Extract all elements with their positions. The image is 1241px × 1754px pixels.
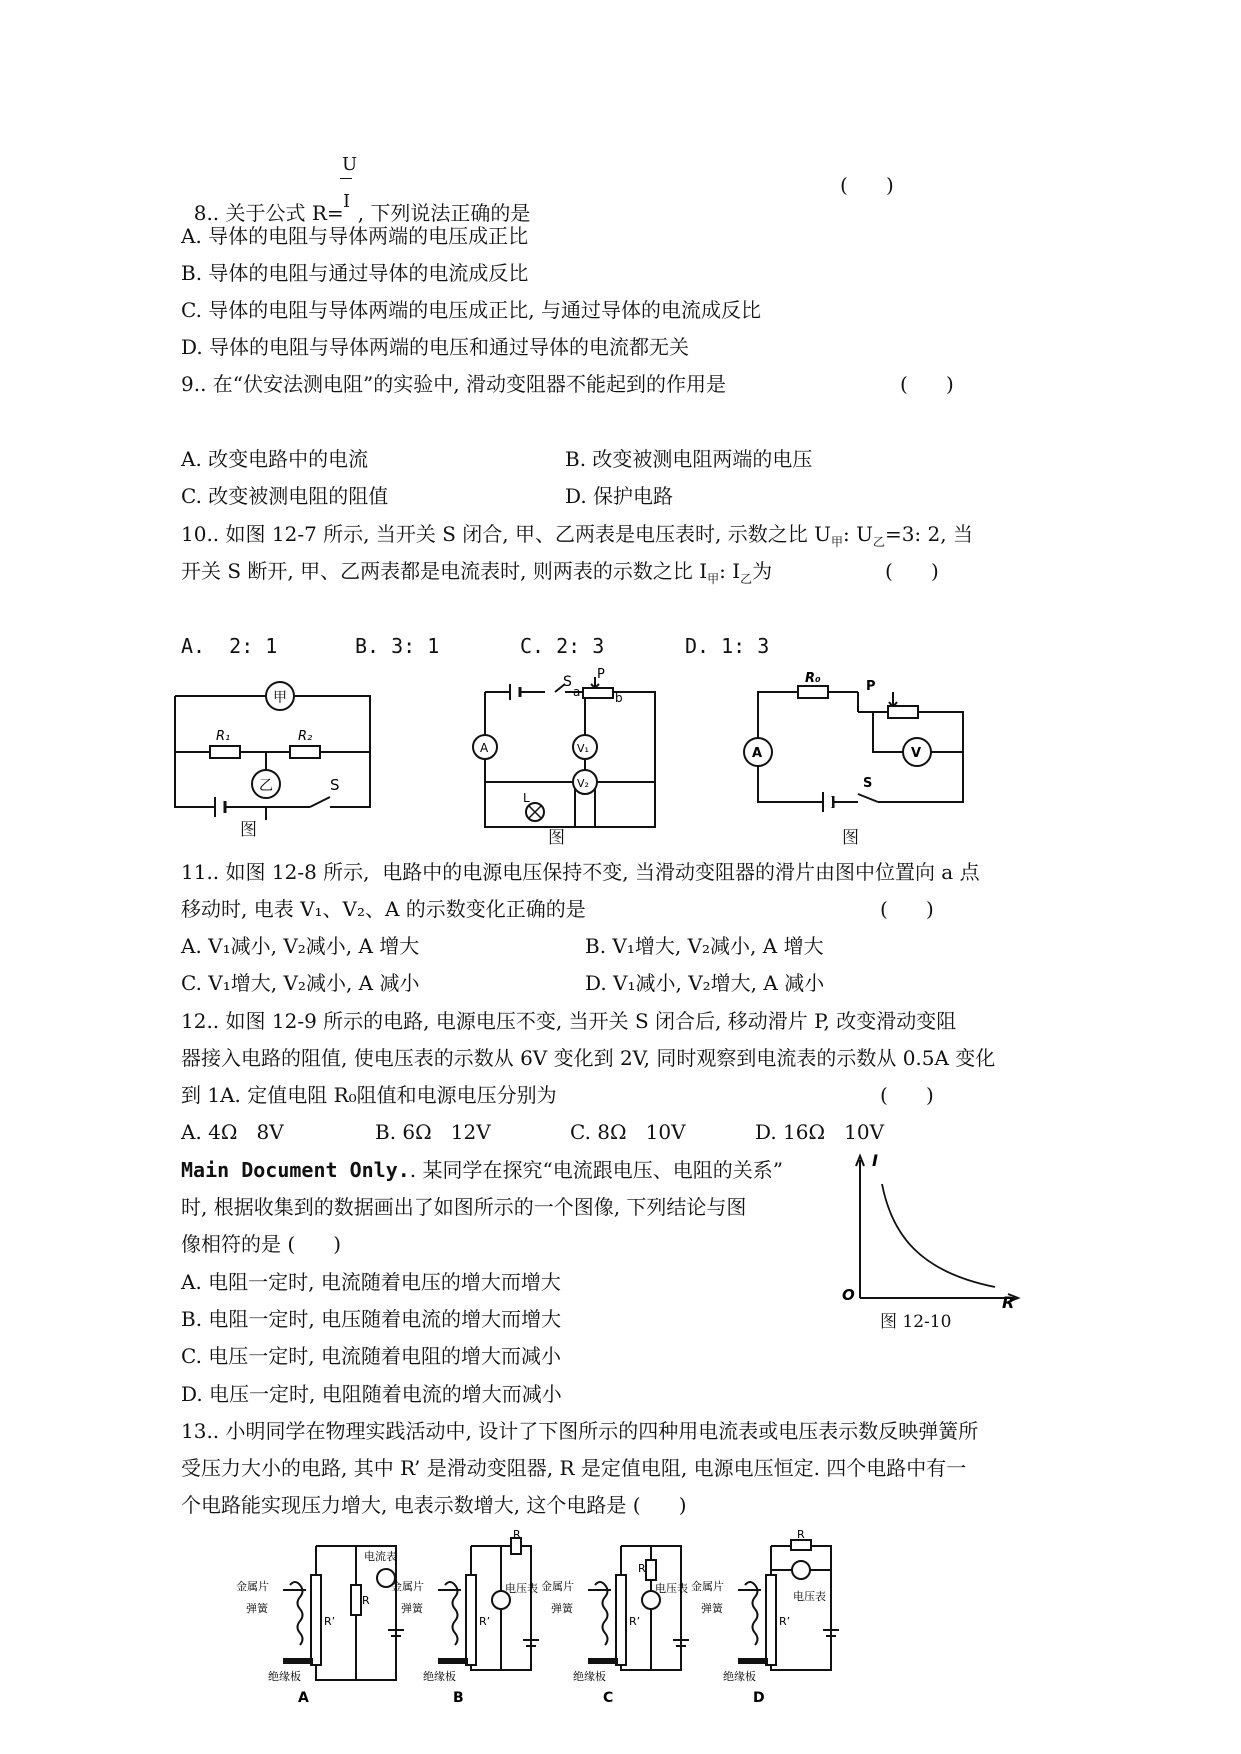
fig1-meter-yi-label: 乙 <box>259 778 273 794</box>
q10-sub-yi-2: 乙 <box>740 572 753 586</box>
q8-option-d: D. 导体的电阻与导体两端的电压和通过导体的电流都无关 <box>181 335 690 359</box>
panel-a <box>236 1546 404 1706</box>
qmain-line3: 像相符的是 ( ) <box>181 1232 342 1256</box>
panel-d-meter: 电压表 <box>793 1590 826 1603</box>
panel-b-rp: R’ <box>479 1615 491 1628</box>
panel-c <box>541 1546 689 1706</box>
panel-d-metal: 金属片 <box>691 1580 724 1593</box>
fig3-caption: 图 <box>842 828 859 848</box>
panel-b-letter: B <box>453 1690 464 1706</box>
fig1-caption: 图 <box>240 820 257 840</box>
fig1-r2-label: R₂ <box>298 729 313 744</box>
panel-d-rp: R’ <box>779 1615 791 1628</box>
fig2-caption: 图 <box>548 828 565 848</box>
q11-option-c: C. V₁增大, V₂减小, A 减小 <box>181 971 420 995</box>
q13-line2: 受压力大小的电路, 其中 R’ 是滑动变阻器, R 是定值电阻, 电源电压恒定. 四个电路中有一 <box>181 1456 967 1480</box>
q13-line1: 13.. 小明同学在物理实践活动中, 设计了下图所示的四种用电流表或电压表示数反映弹簧所 <box>181 1419 979 1443</box>
q12-option-a: A. 4Ω 8V <box>181 1120 284 1144</box>
fig2-v2-label: V₂ <box>577 777 589 790</box>
panel-b-spring: 弹簧 <box>401 1602 423 1615</box>
q12-line3: 到 1A. 定值电阻 R₀阻值和电源电压分别为 <box>181 1083 557 1107</box>
q11-line2: 移动时, 电表 V₁、V₂、A 的示数变化正确的是 <box>181 897 586 921</box>
panel-a-spring: 弹簧 <box>246 1602 268 1615</box>
qmain-option-c: C. 电压一定时, 电流随着电阻的增大而减小 <box>181 1344 562 1368</box>
qmain-label: Main Document Only. <box>181 1158 410 1182</box>
q10-option-c: C. 2: 3 <box>520 634 605 658</box>
q13-line3: 个电路能实现压力增大, 电表示数增大, 这个电路是 ( ) <box>181 1493 687 1517</box>
panel-a-letter: A <box>298 1690 309 1706</box>
q10-line2-mid: : I <box>719 559 741 583</box>
q9-stem: 9.. 在“伏安法测电阻”的实验中, 滑动变阻器不能起到的作用是 <box>181 372 726 396</box>
fig2-switch-label: S <box>563 674 572 690</box>
fig1-meter-jia-label: 甲 <box>273 690 287 706</box>
q11-option-d: D. V₁减小, V₂增大, A 减小 <box>585 971 825 995</box>
q10-sub-yi: 乙 <box>872 535 885 549</box>
panel-c-meter: 电压表 <box>655 1582 688 1595</box>
q13-circuit-panels <box>228 1528 918 1706</box>
panel-b-meter: 电压表 <box>505 1582 538 1595</box>
q9-option-c: C. 改变被测电阻的阻值 <box>181 484 389 508</box>
qmain-option-b: B. 电阻一定时, 电压随着电流的增大而增大 <box>181 1307 562 1331</box>
fig2-v1-label: V₁ <box>577 742 589 755</box>
panel-b-board: 绝缘板 <box>423 1670 456 1683</box>
q8-stem-prefix: 8.. 关于公式 R= <box>193 201 344 225</box>
panel-a-metal: 金属片 <box>236 1580 269 1593</box>
figure-12-10-graph <box>830 1150 1030 1310</box>
q10-option-d: D. 1: 3 <box>685 634 770 658</box>
q9-option-b: B. 改变被测电阻两端的电压 <box>565 447 813 471</box>
figure-12-7-circuit <box>170 672 375 822</box>
fig2-slider-label: P <box>597 667 605 682</box>
qmain-option-d: D. 电压一定时, 电阻随着电流的增大而减小 <box>181 1382 562 1406</box>
panel-a-r: R <box>362 1594 370 1607</box>
fig3-r0-label: R₀ <box>805 671 821 686</box>
q10-sub-jia-2: 甲 <box>707 572 720 586</box>
panel-d-board: 绝缘板 <box>723 1670 756 1683</box>
fig2-end-b-label: b <box>615 691 623 705</box>
fig3-switch-label: S <box>863 776 873 791</box>
q8-answer-paren: ( ) <box>840 173 894 197</box>
q11-option-a: A. V₁减小, V₂减小, A 增大 <box>181 934 420 958</box>
graph-x-axis-label: R <box>1002 1293 1015 1312</box>
q10-line2 <box>181 557 772 593</box>
q9-option-a: A. 改变电路中的电流 <box>181 447 369 471</box>
panel-d-letter: D <box>753 1690 765 1706</box>
q11-line1: 11.. 如图 12-8 所示, 电路中的电源电压保持不变, 当滑动变阻器的滑片由图中位置向 a 点 <box>181 860 980 884</box>
panel-d <box>691 1528 839 1706</box>
figure-12-9-circuit <box>733 672 968 812</box>
fig3-slider-label: P <box>866 679 876 694</box>
q10-option-a: A. 2: 1 <box>181 634 278 658</box>
panel-c-r: R <box>638 1562 646 1575</box>
inverse-curve <box>882 1184 995 1287</box>
panel-c-spring: 弹簧 <box>551 1602 573 1615</box>
panel-b <box>391 1528 539 1706</box>
q10-sub-jia: 甲 <box>830 535 843 549</box>
qmain-line2: 时, 根据收集到的数据画出了如图所示的一个图像, 下列结论与图 <box>181 1195 747 1219</box>
panel-b-r: R <box>513 1528 521 1541</box>
q12-option-b: B. 6Ω 12V <box>375 1120 491 1144</box>
q12-line2: 器接入电路的阻值, 使电压表的示数从 6V 变化到 2V, 同时观察到电流表的示数从 0.5A 变化 <box>181 1046 996 1070</box>
qmain-option-a: A. 电阻一定时, 电流随着电压的增大而增大 <box>181 1270 561 1294</box>
fig2-ammeter-label: A <box>480 741 489 755</box>
panel-c-metal: 金属片 <box>541 1580 574 1593</box>
q10-line2-end: 为 <box>752 559 773 583</box>
panel-c-rp: R’ <box>629 1615 641 1628</box>
q8-fraction-numerator: U <box>342 154 358 175</box>
fig2-end-a-label: a <box>573 685 581 699</box>
fig2-lamp-label: L <box>523 791 530 805</box>
fig3-ammeter-label: A <box>752 746 763 761</box>
graph-caption: 图 12-10 <box>880 1312 952 1332</box>
q9-option-d: D. 保护电路 <box>565 484 674 508</box>
q10-line1-text: 10.. 如图 12-7 所示, 当开关 S 闭合, 甲、乙两表是电压表时, 示数之比 U <box>181 522 831 546</box>
panel-a-rp: R’ <box>324 1615 336 1628</box>
panel-b-metal: 金属片 <box>391 1580 424 1593</box>
q10-line2-text: 开关 S 断开, 甲、乙两表都是电流表时, 则两表的示数之比 I <box>181 559 708 583</box>
q11-option-b: B. V₁增大, V₂减小, A 增大 <box>585 934 824 958</box>
q8-stem-suffix: , 下列说法正确的是 <box>357 201 531 225</box>
panel-c-letter: C <box>603 1690 614 1706</box>
q8-fraction-bar <box>340 178 352 179</box>
figure-12-8-circuit <box>465 667 670 832</box>
panel-d-spring: 弹簧 <box>701 1602 723 1615</box>
q10-line1 <box>181 520 973 556</box>
panel-a-board: 绝缘板 <box>268 1670 301 1683</box>
qmain-line1-text: . 某同学在探究“电流跟电压、电阻的关系” <box>409 1158 783 1182</box>
fig1-r1-label: R₁ <box>216 729 231 744</box>
q10-option-b: B. 3: 1 <box>355 634 440 658</box>
q8-option-b: B. 导体的电阻与通过导体的电流成反比 <box>181 261 529 285</box>
fig3-voltmeter-label: V <box>911 746 922 761</box>
q10-line1-end: =3: 2, 当 <box>884 522 973 546</box>
q8-option-c: C. 导体的电阻与导体两端的电压成正比, 与通过导体的电流成反比 <box>181 298 762 322</box>
qmain-line1 <box>181 1156 783 1184</box>
panel-d-r: R <box>797 1528 805 1541</box>
q8-stem <box>181 171 530 227</box>
graph-y-axis-label: I <box>872 1151 878 1170</box>
q12-line1: 12.. 如图 12-9 所示的电路, 电源电压不变, 当开关 S 闭合后, 移动滑片 P, 改变滑动变阻 <box>181 1009 957 1033</box>
q10-line1-mid: : U <box>842 522 873 546</box>
graph-origin-label: O <box>842 1286 855 1304</box>
q9-answer-paren: ( ) <box>900 372 954 396</box>
q12-option-d: D. 16Ω 10V <box>755 1120 885 1144</box>
q8-option-a: A. 导体的电阻与导体两端的电压成正比 <box>181 224 529 248</box>
fig1-switch-label: S <box>330 776 340 794</box>
panel-a-meter: 电流表 <box>364 1550 397 1563</box>
q12-answer-paren: ( ) <box>880 1083 934 1107</box>
q8-fraction-denominator: I <box>343 191 351 212</box>
q12-option-c: C. 8Ω 10V <box>570 1120 686 1144</box>
panel-c-board: 绝缘板 <box>573 1670 606 1683</box>
q10-answer-paren: ( ) <box>885 559 939 583</box>
q11-answer-paren: ( ) <box>880 897 934 921</box>
